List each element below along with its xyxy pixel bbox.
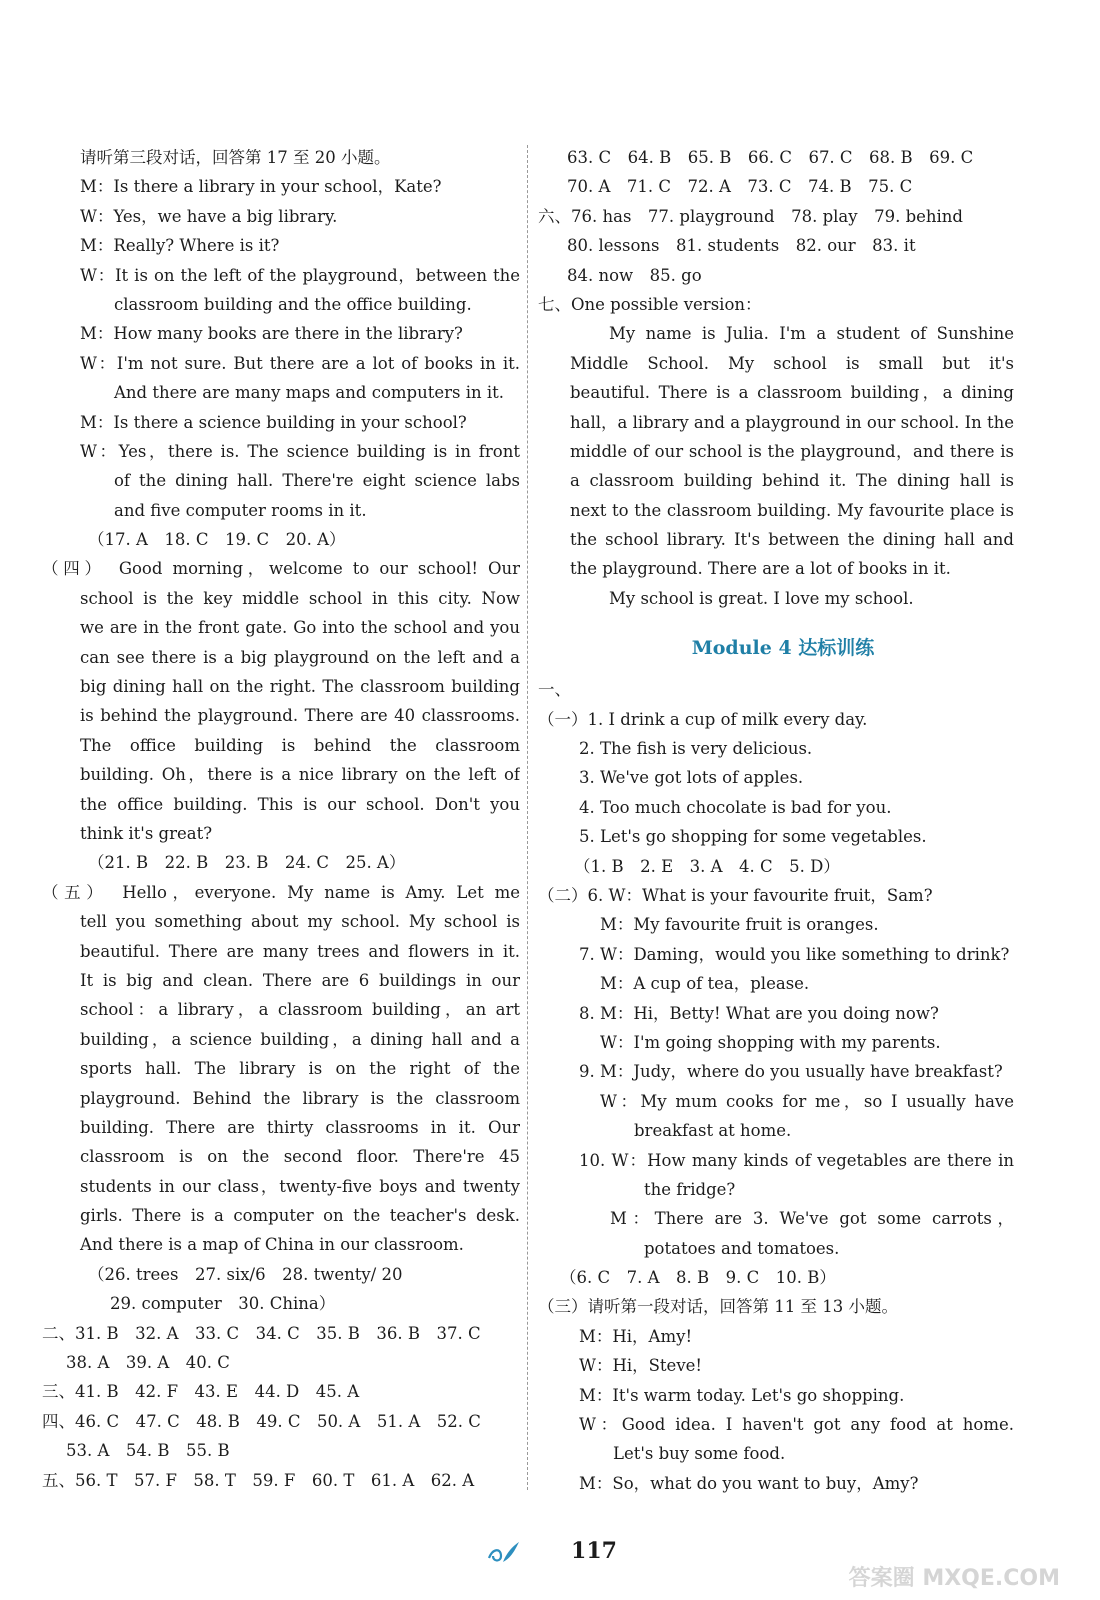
text-line: M：It's warm today. Let's go shopping. (579, 1385, 905, 1405)
text-line: （6. C 7. A 8. B 9. C 10. B） (560, 1268, 836, 1288)
text-line: M：Is there a science building in your school? (80, 412, 467, 432)
text-line: W：I'm going shopping with my parents. (600, 1032, 941, 1052)
text-line: 8. M：Hi，Betty! What are you doing now? (579, 1003, 939, 1023)
text-line: W：It is on the left of the playground，between the (80, 265, 520, 285)
text-line: （26. trees 27. six/6 28. twenty/ 20 (88, 1264, 403, 1284)
text-line: tell you something about my school. My school is (80, 912, 520, 932)
text-line: W：Yes，there is. The science building is in front (80, 441, 520, 461)
text-line: 5. Let's go shopping for some vegetables. (579, 827, 927, 847)
text-line: beautiful. There are many trees and flowers in it. (80, 941, 520, 961)
text-line: And there is a map of China in our classroom. (80, 1235, 464, 1255)
text-line: playground. Behind the library is the classroom (80, 1088, 520, 1108)
text-line: 53. A 54. B 55. B (66, 1441, 230, 1461)
text-line: next to the classroom building. My favourite place is (570, 500, 1014, 520)
text-line: building. There are thirty classrooms in it. Our (80, 1117, 520, 1137)
text-line: the fridge? (644, 1179, 736, 1199)
text-line: classroom is on the second floor. There're 45 (80, 1147, 520, 1167)
text-line: （五） Hello，everyone. My name is Amy. Let me (42, 882, 520, 902)
text-line: big dining hall on the right. The classroom building (80, 677, 520, 697)
text-line: breakfast at home. (634, 1121, 792, 1141)
text-line: And there are many maps and computers in it. (114, 383, 505, 403)
text-line: （17. A 18. C 19. C 20. A） (88, 530, 346, 550)
text-line: 三、41. B 42. F 43. E 44. D 45. A (42, 1382, 360, 1402)
text-line: 29. computer 30. China） (110, 1294, 336, 1314)
text-line: the playground. There are a lot of books in it. (570, 559, 951, 579)
text-line: W：Good idea. I haven't got any food at home. (579, 1415, 1014, 1435)
right-top-block (538, 143, 1014, 613)
text-line: M：How many books are there in the library? (80, 324, 463, 344)
text-line: 五、56. T 57. F 58. T 59. F 60. T 61. A 62. A (42, 1470, 475, 1490)
text-line: hall，a library and a playground in our school. In the (570, 412, 1014, 432)
text-line: we are in the front gate. Go into the school and you (80, 618, 520, 638)
text-line: a classroom building behind it. The dining hall is (570, 471, 1014, 491)
page-number: 117 (571, 1538, 617, 1564)
text-line: （21. B 22. B 23. B 24. C 25. A） (88, 853, 406, 873)
text-line: The office building is behind the classroom (80, 735, 520, 755)
text-line: （一）1. I drink a cup of milk every day. (538, 709, 868, 729)
text-line: M：Hi，Amy! (579, 1326, 693, 1346)
text-line: 84. now 85. go (567, 265, 702, 285)
text-line: M：My favourite fruit is oranges. (600, 915, 879, 935)
text-line: building，a science building，a dining hall and a (80, 1029, 520, 1049)
text-line: sports hall. The library is on the right of the (80, 1059, 520, 1079)
text-line: M：A cup of tea，please. (600, 974, 810, 994)
text-line: school：a library，a classroom building，an art (80, 1000, 520, 1020)
text-line: W：My mum cooks for me，so I usually have (600, 1091, 1014, 1111)
text-line: My name is Julia. I'm a student of Sunshine (609, 324, 1014, 344)
text-line: is behind the playground. There are 40 classrooms. (80, 706, 520, 726)
text-line: 70. A 71. C 72. A 73. C 74. B 75. C (567, 177, 913, 197)
text-line: girls. There is a computer on the teacher's desk. (80, 1206, 520, 1226)
text-line: potatoes and tomatoes. (644, 1238, 840, 1258)
text-line: 38. A 39. A 40. C (66, 1353, 230, 1373)
text-line: the office building. This is our school. Don't you (80, 794, 520, 814)
text-line: 请听第三段对话，回答第 17 至 20 小题。 (80, 148, 391, 167)
text-line: the school library. It's between the dining hall and (570, 530, 1014, 550)
text-line: beautiful. There is a classroom building，a dining (570, 383, 1014, 403)
text-line: 80. lessons 81. students 82. our 83. it (567, 236, 916, 256)
text-line: Let's buy some food. (613, 1444, 786, 1464)
text-line: middle of our school is the playground，and there is (570, 441, 1014, 461)
text-line: 一、 (538, 680, 571, 700)
text-line: M：Really? Where is it? (80, 236, 280, 256)
text-line: M：So，what do you want to buy，Amy? (579, 1473, 919, 1493)
text-line: 二、31. B 32. A 33. C 34. C 35. B 36. B 37. C (42, 1323, 481, 1343)
text-line: and five computer rooms in it. (114, 500, 367, 520)
text-line: 9. M：Judy，where do you usually have breakfast? (579, 1062, 1003, 1082)
text-line: 四、46. C 47. C 48. B 49. C 50. A 51. A 52. C (42, 1411, 481, 1431)
left-column (42, 143, 520, 1495)
text-line: of the dining hall. There're eight science labs (114, 471, 520, 491)
text-line: 2. The fish is very delicious. (579, 739, 813, 759)
text-line: think it's great? (80, 823, 213, 843)
text-line: 4. Too much chocolate is bad for you. (579, 797, 892, 817)
text-line: school is the key middle school in this city. Now (80, 588, 520, 608)
text-line: 7. W：Daming，would you like something to drink? (579, 944, 1010, 964)
text-line: M：Is there a library in your school，Kate? (80, 177, 442, 197)
text-line: （四） Good morning，welcome to our school! Our (42, 559, 520, 579)
column-divider (527, 145, 528, 1490)
text-line: classroom building and the office building. (114, 294, 472, 314)
text-line: （1. B 2. E 3. A 4. C 5. D） (574, 856, 840, 876)
text-line: 六、76. has 77. playground 78. play 79. behind (538, 206, 963, 226)
text-line: Middle School. My school is small but it's (570, 353, 1014, 373)
text-line: W：Hi，Steve! (579, 1356, 703, 1376)
text-line: 63. C 64. B 65. B 66. C 67. C 68. B 69. C (567, 148, 974, 167)
module-4-block (538, 675, 1014, 1498)
text-line: students in our class，twenty-five boys and twenty (80, 1176, 520, 1196)
text-line: W：Yes，we have a big library. (80, 206, 338, 226)
text-line: It is big and clean. There are 6 buildings in our (80, 970, 520, 990)
right-column (538, 143, 1014, 1498)
text-line: （二）6. W：What is your favourite fruit，Sam? (538, 885, 933, 905)
text-line: 10. W：How many kinds of vegetables are there in (579, 1150, 1014, 1170)
text-line: （三）请听第一段对话，回答第 11 至 13 小题。 (538, 1297, 898, 1317)
text-line: W：I'm not sure. But there are a lot of books in it. (80, 353, 520, 373)
text-line: building. Oh，there is a nice library on the left of (80, 765, 520, 785)
text-line: can see there is a big playground on the left and a (80, 647, 520, 667)
text-line: 七、One possible version： (538, 294, 762, 314)
text-line: My school is great. I love my school. (609, 588, 914, 608)
watermark: 答案圈 MXQE.COM (848, 1566, 1060, 1591)
text-line: M：There are 3. We've got some carrots， (610, 1209, 1014, 1229)
text-line: 3. We've got lots of apples. (579, 768, 804, 788)
module-title: Module 4 达标训练 (691, 637, 875, 660)
